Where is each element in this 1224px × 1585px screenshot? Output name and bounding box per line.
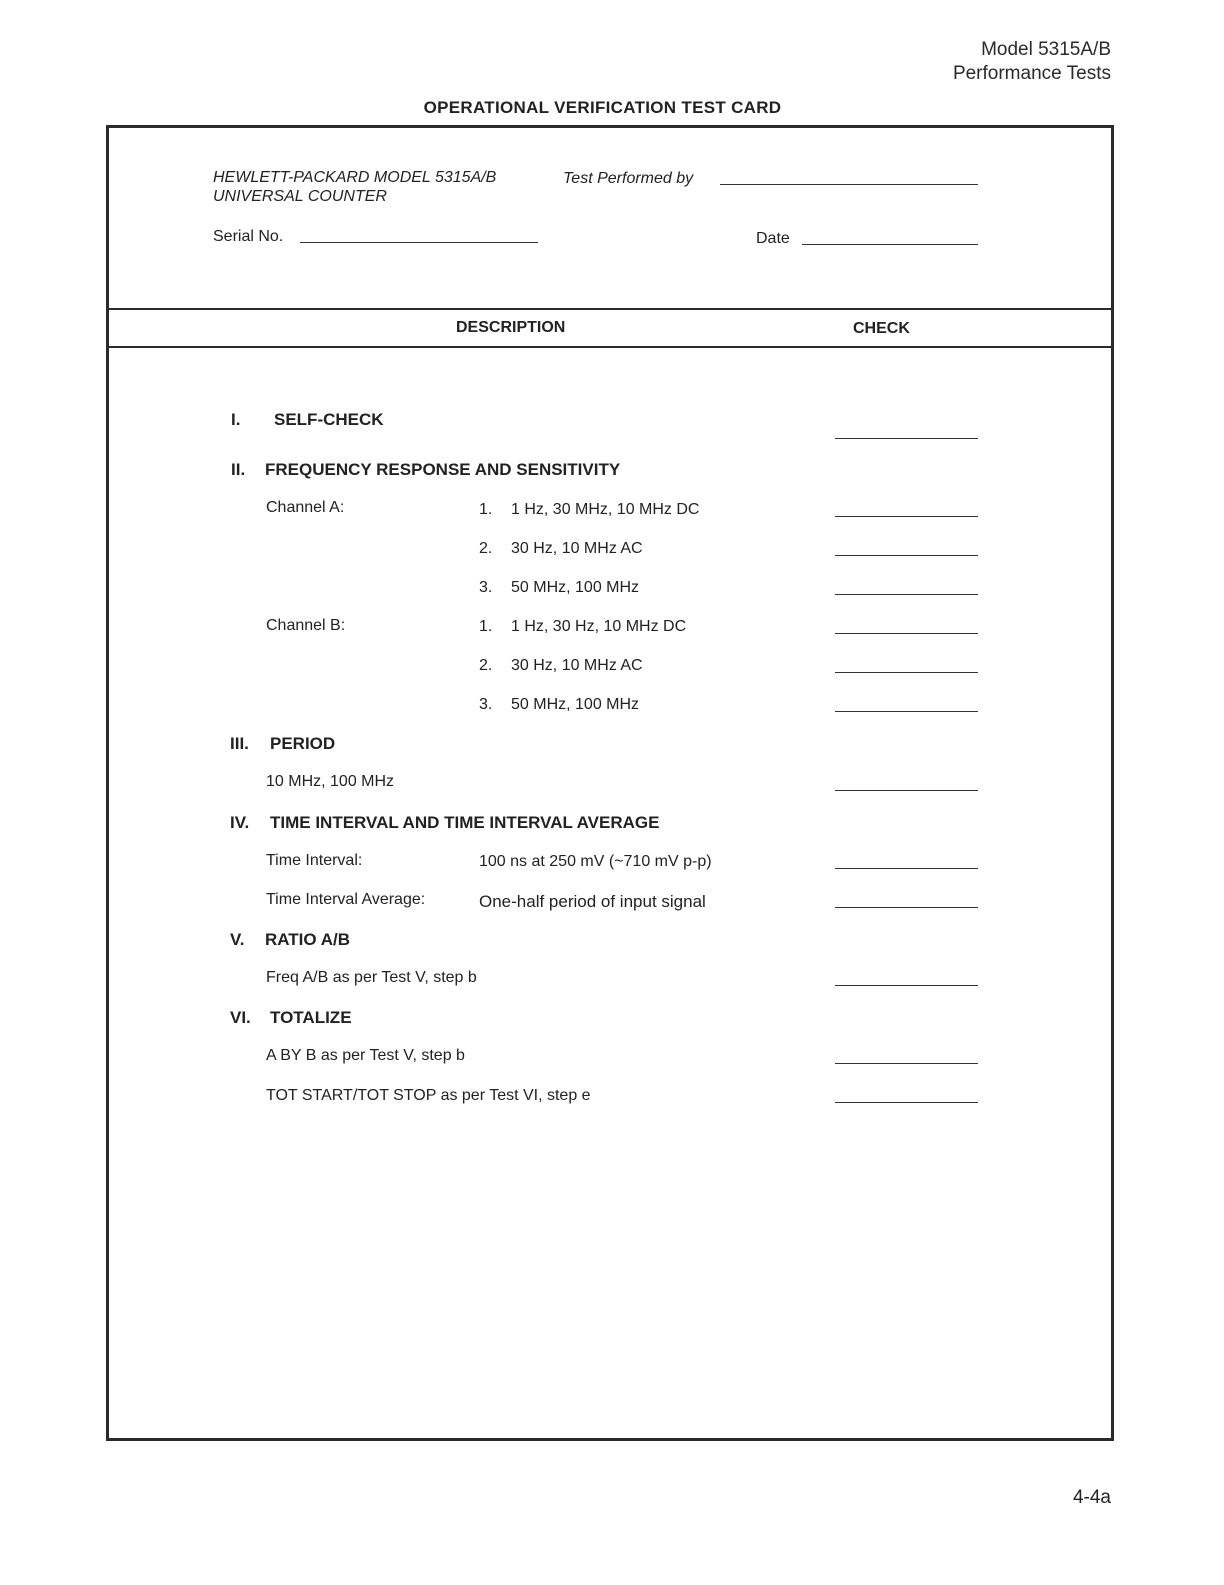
section-3-title: PERIOD [270,734,336,753]
check-totalize-1[interactable] [835,1063,978,1064]
totalize-item-2: TOT START/TOT STOP as per Test VI, step e [266,1087,591,1104]
channel-b-item-2-num: 2. [479,657,493,674]
channel-a-item-2-num: 2. [479,540,493,557]
channel-b-item-3: 50 MHz, 100 MHz [511,696,640,713]
page-number: 4-4a [1072,1487,1111,1508]
check-period[interactable] [835,790,978,791]
check-time-interval-average[interactable] [835,907,978,908]
section-6-title: TOTALIZE [270,1008,352,1027]
channel-a-item-1-num: 1. [479,501,493,518]
check-channel-a-1[interactable] [835,516,978,517]
channel-a-item-3-num: 3. [479,579,493,596]
channel-b-item-1-num: 1. [479,618,493,635]
ratio-item: Freq A/B as per Test V, step b [266,969,477,986]
channel-b-label: Channel B: [266,617,346,634]
check-channel-b-3[interactable] [835,711,978,712]
section-1-number: I. [231,410,241,429]
channel-a-item-1: 1 Hz, 30 MHz, 10 MHz DC [511,501,700,518]
channel-a-item-3: 50 MHz, 100 MHz [511,579,640,596]
check-channel-b-2[interactable] [835,672,978,673]
time-interval-value: 100 ns at 250 mV (~710 mV p-p) [479,853,712,870]
totalize-item-1: A BY B as per Test V, step b [266,1047,465,1064]
section-3-number: III. [230,734,249,753]
performed-by-label: Test Performed by [563,170,694,187]
channel-b-item-3-num: 3. [479,696,493,713]
section-2-number: II. [231,460,246,479]
column-description: DESCRIPTION [456,319,566,336]
header-section: Performance Tests [952,63,1111,84]
performed-by-field[interactable] [720,184,978,185]
header-model: Model 5315A/B [981,39,1111,60]
check-ratio[interactable] [835,985,978,986]
check-self-check[interactable] [835,438,978,439]
date-label: Date [756,230,790,247]
section-1-title: SELF-CHECK [274,410,384,429]
channel-a-item-2: 30 Hz, 10 MHz AC [511,540,643,557]
time-interval-average-label: Time Interval Average: [266,891,426,908]
section-4-title: TIME INTERVAL AND TIME INTERVAL AVERAGE [270,813,660,832]
card-title: OPERATIONAL VERIFICATION TEST CARD [423,98,782,117]
check-time-interval[interactable] [835,868,978,869]
test-card [106,125,1114,1441]
time-interval-label: Time Interval: [266,852,363,869]
instrument-type: UNIVERSAL COUNTER [213,188,387,205]
check-channel-a-2[interactable] [835,555,978,556]
check-totalize-2[interactable] [835,1102,978,1103]
divider-top [106,308,1111,310]
date-field[interactable] [802,244,978,245]
serial-label: Serial No. [213,228,284,245]
check-channel-a-3[interactable] [835,594,978,595]
channel-a-label: Channel A: [266,499,345,516]
period-item: 10 MHz, 100 MHz [266,773,395,790]
channel-b-item-1: 1 Hz, 30 Hz, 10 MHz DC [511,618,687,635]
divider-columns [106,346,1111,348]
column-check: CHECK [853,320,910,337]
section-5-title: RATIO A/B [265,930,350,949]
section-5-number: V. [230,930,245,949]
time-interval-average-value: One-half period of input signal [479,892,706,911]
section-4-number: IV. [230,813,250,832]
check-channel-b-1[interactable] [835,633,978,634]
serial-field[interactable] [300,242,538,243]
section-6-number: VI. [230,1008,251,1027]
section-2-title: FREQUENCY RESPONSE AND SENSITIVITY [265,460,621,479]
channel-b-item-2: 30 Hz, 10 MHz AC [511,657,643,674]
instrument-name: HEWLETT-PACKARD MODEL 5315A/B [213,169,497,186]
